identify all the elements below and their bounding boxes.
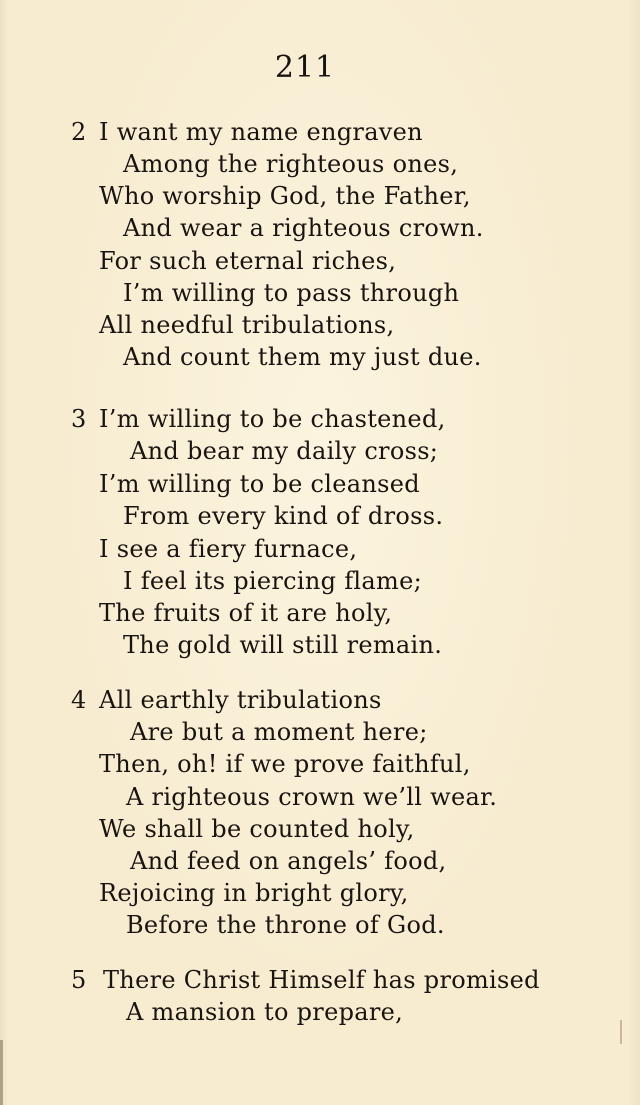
verse-line: Rejoicing in bright glory, <box>99 879 409 907</box>
verse-number: 5 <box>71 966 87 994</box>
verse-line: I’m willing to be cleansed <box>99 470 420 498</box>
verse-line: And count them my just due. <box>123 343 482 371</box>
verse-line: There Christ Himself has promised <box>103 966 540 994</box>
verse-line: I feel its piercing flame; <box>123 567 422 595</box>
verse-line: I see a fiery furnace, <box>99 535 358 563</box>
verse-line: A mansion to prepare, <box>126 998 404 1026</box>
verse-number: 2 <box>71 118 87 146</box>
verse-line: Then, oh! if we prove faithful, <box>99 750 471 778</box>
verse-line: I want my name engraven <box>99 118 423 146</box>
verse-line: All earthly tribulations <box>99 686 382 714</box>
verse-line: I’m willing to pass through <box>123 279 460 307</box>
verse-line: For such eternal riches, <box>99 247 397 275</box>
verse-line: And wear a righteous crown. <box>123 214 484 242</box>
verse-line: A righteous crown we’ll wear. <box>126 783 498 811</box>
verse-line: The fruits of it are holy, <box>99 599 393 627</box>
page-edge-shadow <box>0 1040 3 1105</box>
verse-line: Are but a moment here; <box>130 718 428 746</box>
verse-line: And feed on angels’ food, <box>130 847 447 875</box>
verse-line: The gold will still remain. <box>123 631 443 659</box>
verse-line: And bear my daily cross; <box>130 437 439 465</box>
verse-number: 4 <box>71 686 87 714</box>
verse-line: Before the throne of God. <box>126 911 445 939</box>
page-edge-mark <box>620 1020 622 1044</box>
verse-line: We shall be counted holy, <box>99 815 415 843</box>
page-number: 211 <box>274 50 336 85</box>
verse-line: Who worship God, the Father, <box>99 182 471 210</box>
verse-number: 3 <box>71 405 87 433</box>
verse-line: I’m willing to be chastened, <box>99 405 446 433</box>
verse-line: Among the righteous ones, <box>123 150 459 178</box>
verse-line: From every kind of dross. <box>123 502 444 530</box>
verse-line: All needful tribulations, <box>99 311 395 339</box>
